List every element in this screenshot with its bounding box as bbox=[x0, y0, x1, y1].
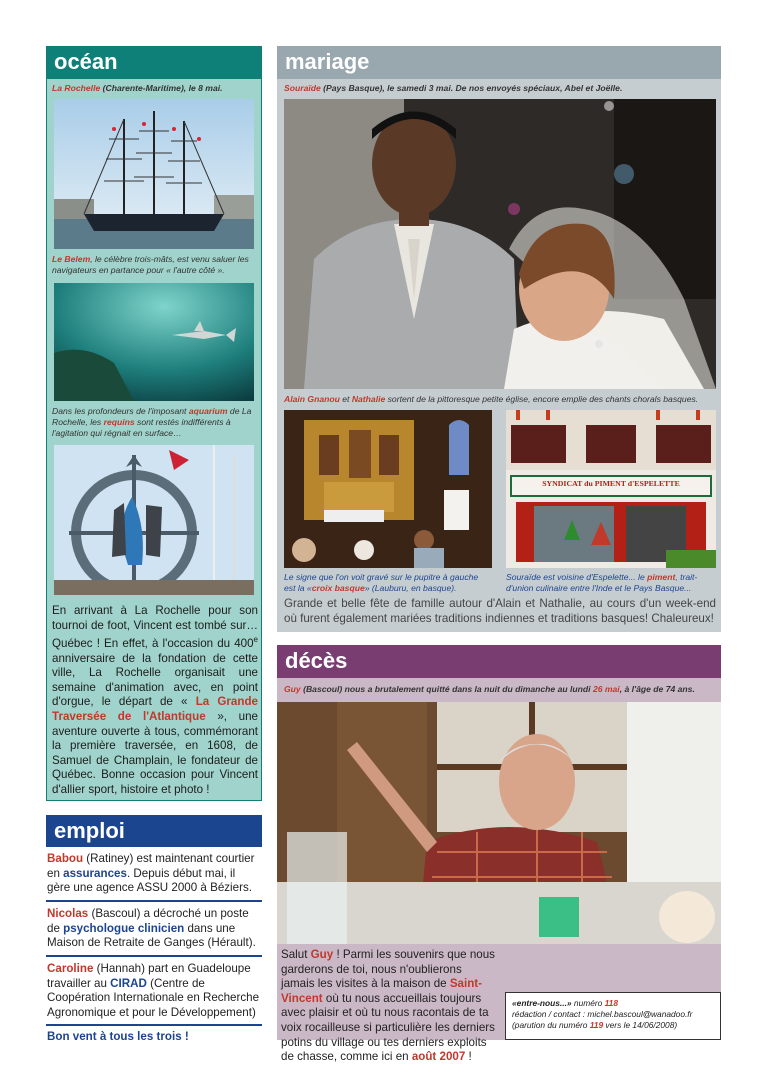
piment-sign-text: SYNDICAT du PIMENT d'ESPELETTE bbox=[542, 479, 680, 488]
deces-body: Salut Guy ! Parmi les souvenirs que nous garderons de toi, nous n'oublierons jamais les visites à la maison de Saint-Vincent où tu nous accueillais toujours avec plaisir et où tu nous racontais de ta voix rocailleuse si particulière les derniers potins du village ou tes derniers exploits de chasse, comme ici en août 2007 ! bbox=[281, 948, 717, 1038]
deces-title: décès bbox=[277, 645, 721, 678]
croix-basque-caption: Le signe que l'on voit gravé sur le pupitre à gauche est la «croix basque» (Lauburu, en basque). bbox=[284, 572, 479, 593]
emploi-divider bbox=[46, 900, 262, 902]
highlight-grande-traversee: La Grande Traversée de l'Atlantique bbox=[52, 695, 258, 724]
mariage-title: mariage bbox=[277, 46, 721, 79]
belem-photo bbox=[54, 99, 254, 249]
deces-dateline: Guy (Bascoul) nous a brutalement quitté dans la nuit du dimanche au lundi 26 mai, à l'âge de 74 ans. bbox=[284, 684, 695, 694]
emploi-title: emploi bbox=[46, 815, 262, 847]
emploi-closing: Bon vent à tous les trois ! bbox=[47, 1030, 189, 1043]
belem-caption: Le Belem, le célèbre trois-mâts, est venu saluer les navigateurs en partance pour « l'autre côté ». bbox=[52, 254, 249, 275]
ocean-dateline: La Rochelle (Charente-Maritime), le 8 mai. bbox=[52, 83, 223, 93]
dateline-place: La Rochelle bbox=[52, 83, 101, 93]
emploi-divider bbox=[46, 1024, 262, 1026]
church-interior-photo bbox=[284, 410, 492, 568]
monument-photo bbox=[54, 445, 254, 595]
wedding-caption: Alain Gnanou et Nathalie sortent de la pittoresque petite église, encore emplie des chants chorals basques. bbox=[284, 394, 699, 404]
emploi-item-nicolas: Nicolas (Bascoul) a décroché un poste de psychologue clinicien dans une Maison de Retraite de Ganges (Hérault). bbox=[47, 907, 256, 950]
piment-caption: Souraïde est voisine d'Espelette... le piment, trait-d'union culinaire entre l'Inde et le Pays Basque... bbox=[506, 572, 698, 593]
espelette-storefront-photo bbox=[506, 410, 716, 568]
box-issue-line: «entre-nous...» numéro 118 bbox=[512, 998, 618, 1008]
guy-photo bbox=[277, 702, 721, 944]
mariage-dateline: Souraïde (Pays Basque), le samedi 3 mai. De nos envoyés spéciaux, Abel et Joëlle. bbox=[284, 83, 623, 93]
emploi-item-caroline: Caroline (Hannah) part en Guadeloupe travailler au CIRAD (Centre de Coopération Internationale en Recherche Agronomique et pour le Développement) bbox=[47, 962, 260, 1019]
wedding-couple-photo bbox=[284, 99, 716, 389]
emploi-divider bbox=[46, 955, 262, 957]
mariage-body: Grande et belle fête de famille autour d'Alain et Nathalie, au cours d'un week-end où furent également mariées traditions indiennes et traditions basques! Chaleureux! bbox=[284, 597, 716, 625]
aquarium-caption: Dans les profondeurs de l'imposant aquarium de La Rochelle, les requins sont restés indifférents à l'agitation qui régnait en surface… bbox=[52, 406, 252, 438]
box-contact-line: rédaction / contact : michel.bascoul@wanadoo.fr bbox=[512, 1009, 693, 1019]
aquarium-photo bbox=[54, 283, 254, 401]
ocean-body: En arrivant à La Rochelle pour son tournoi de foot, Vincent est tombé sur…Québec ! En effet, à l'occasion du 400e anniversaire de la fondation de cette ville, La Rochelle organisait une semaine d'animation avec, en point d'orgue, le départ de « La Grande Traversée de l'Atlantique », une aventure ouverte à tous, commémorant la première traversée, en 1608, de Samuel de Champlain, le fondateur de Québec. Bonne occasion pour Vincent d'allier sport, histoire et photo ! bbox=[52, 604, 258, 796]
box-next-issue-line: (parution du numéro 119 vers le 14/06/2008) bbox=[512, 1020, 678, 1030]
entre-nous-box bbox=[505, 992, 721, 1040]
emploi-item-babou: Babou (Ratiney) est maintenant courtier en assurances. Depuis début mai, il gère une agence ASSU 2000 à Béziers. bbox=[47, 852, 255, 895]
ocean-title: océan bbox=[46, 46, 262, 79]
